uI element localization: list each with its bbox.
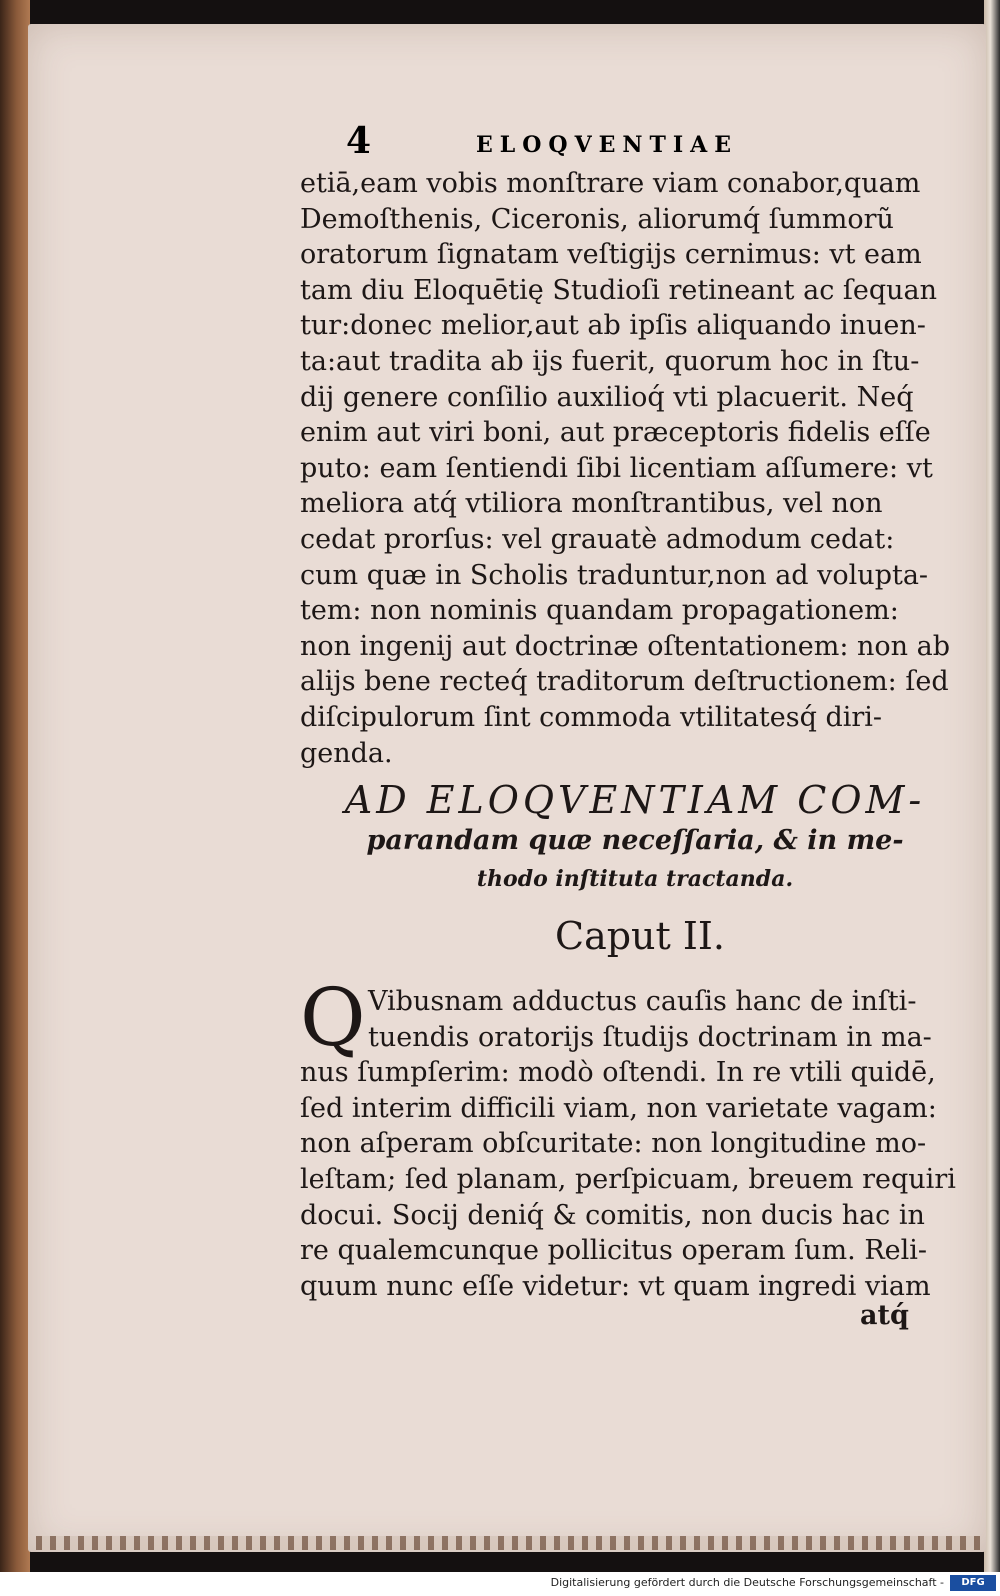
text-line: non ingenij aut doctrinæ oſtentationem: non ab <box>300 630 951 662</box>
text-line: Vibusnam adductus cauſis hanc de inſti- <box>368 986 917 1017</box>
text-line: non aſperam obſcuritate: non longitudine mo- <box>300 1128 927 1160</box>
text-line: tur:donec melior,aut ab ipſis aliquando inuen- <box>300 310 926 342</box>
text-line: ta:aut tradita ab ijs fuerit, quorum hoc in ſtu- <box>300 345 920 377</box>
chapter-title: Caput II. <box>555 914 725 958</box>
section-heading-line-2: parandam quæ neceſſaria, & in me- <box>366 825 904 856</box>
text-line: quum nunc eſſe videtur: vt quam ingredi viam <box>300 1270 931 1302</box>
text-line: leſtam; ſed planam, perſpicuam, breuem requiri <box>300 1163 956 1195</box>
text-line: tuendis oratorijs ſtudijs doctrinam in ma- <box>368 1021 932 1053</box>
text-line: genda. <box>300 737 393 769</box>
text-line: Demoſthenis, Ciceronis, aliorumq́ ſummorũ <box>300 203 894 235</box>
text-line: re qualemcunque pollicitus operam ſum. Reli- <box>300 1235 928 1267</box>
text-line: etiā,eam vobis monſtrare viam conabor,quam <box>300 168 921 199</box>
page-fore-edge <box>984 0 1000 1572</box>
text-line: enim aut viri boni, aut præceptoris fidelis eſſe <box>300 417 931 449</box>
text-line: cedat prorſus: vel grauatè admodum cedat: <box>300 523 895 555</box>
text-line: tam diu Eloquētię Studioſi retineant ac ſequan <box>300 274 938 306</box>
section-heading-line-1: AD ELOQVENTIAM COM- <box>344 778 926 822</box>
book-spine-edge <box>0 0 30 1572</box>
drop-cap: Q <box>300 971 366 1064</box>
text-line: oratorum ſignatam veſtigijs cernimus: vt eam <box>300 239 922 271</box>
text-line: docui. Socij deniq́ & comitis, non ducis hac in <box>300 1199 925 1231</box>
page-bottom-edge <box>36 1536 980 1550</box>
text-line: cum quæ in Scholis traduntur,non ad volupta- <box>300 559 929 591</box>
catchword: atq́ <box>860 1300 909 1331</box>
text-line: nus ſumpſerim: modò oſtendi. In re vtili quidē, <box>300 1057 936 1089</box>
text-line: diſcipulorum ſint commoda vtilitatesq́ diri- <box>300 701 883 733</box>
running-head: ELOQVENTIAE <box>476 132 739 158</box>
dfg-logo: DFG <box>950 1575 996 1591</box>
text-line: tem: non nominis quandam propagationem: <box>300 595 899 627</box>
footer-bar <box>0 1572 1000 1596</box>
text-line: meliora atq́ vtiliora monſtrantibus, vel non <box>300 488 883 520</box>
text-line: dij genere conſilio auxilioq́ vti placuerit. Neq́ <box>300 381 914 413</box>
page-number: 4 <box>346 120 372 162</box>
text-line: alijs bene recteq́ traditorum deſtructionem: ſed <box>300 666 949 698</box>
paragraph-1 <box>300 166 980 771</box>
text-line: ſed interim difficili viam, non varietate vagam: <box>300 1092 937 1124</box>
paragraph-2 <box>300 984 980 1304</box>
funding-credit: Digitalisierung gefördert durch die Deutsche Forschungsgemeinschaft - <box>550 1576 944 1589</box>
page-header <box>346 120 946 166</box>
section-heading-line-3: thodo inſtituta tractanda. <box>476 866 794 892</box>
text-line: puto: eam ſentiendi ſibi licentiam aſſumere: vt <box>300 452 933 484</box>
